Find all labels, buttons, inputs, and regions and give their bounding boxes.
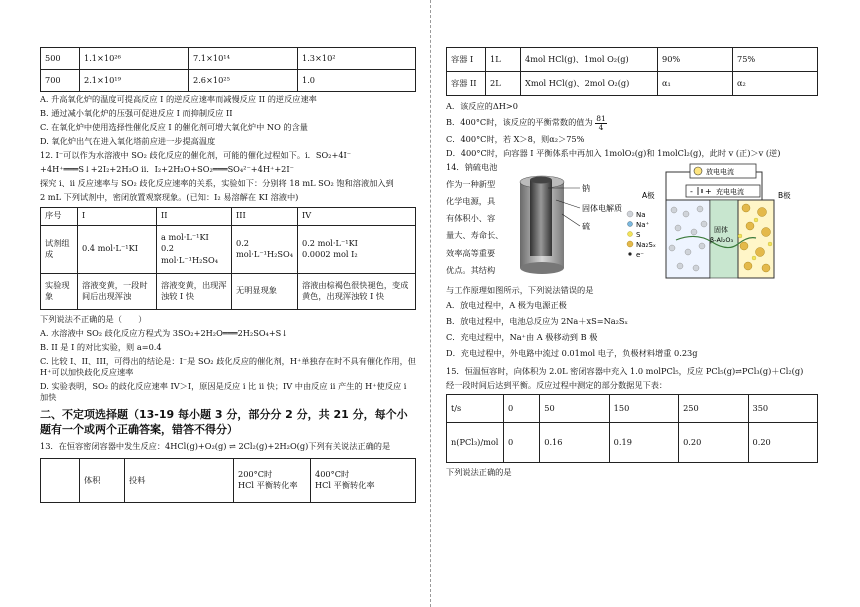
table-cell: n(PCl₃)/mol xyxy=(447,422,504,462)
q13-option-b xyxy=(446,115,818,131)
q12-line: 12. I⁻可以作为水溶液中 SO₂ 歧化反应的催化剂，可能的催化过程如下。i．SO₂+4I⁻ xyxy=(40,150,352,161)
battery-diagram xyxy=(512,168,622,280)
table-cell: 0.2 mol·L⁻¹KI 0.0002 mol I₂ xyxy=(297,225,415,273)
table-row xyxy=(447,48,818,72)
table-row xyxy=(41,273,416,309)
table-cell: 0.2 mol·L⁻¹H₂SO₄ xyxy=(232,225,298,273)
table-cell: 7.1×10¹⁴ xyxy=(189,48,298,70)
q12-line: 探究 i、ii 反应速率与 SO₂ 歧化反应速率的关系，实验如下：分别将 18 mL SO₂ 饱和溶液加入到 xyxy=(40,178,394,189)
q12-line: +4H⁺═══S↓+2I₂+2H₂O ii．I₂+2H₂O+SO₂═══SO₄²⁻+4H⁺+2I⁻ xyxy=(40,164,294,175)
numerator: 81 xyxy=(596,115,606,124)
table-row xyxy=(41,48,416,70)
legend-na2sx-icon xyxy=(627,241,633,247)
table-cell: a mol·L⁻¹KI 0.2 mol·L⁻¹H₂SO₄ xyxy=(157,225,232,273)
q11-options xyxy=(40,94,416,147)
table-cell: α₂ xyxy=(733,72,818,96)
label-sodium: 钠 xyxy=(582,184,590,194)
q14-line: 作为一种新型 xyxy=(446,179,496,190)
q14-line: 优点。其结构 xyxy=(446,264,496,275)
table-header: 投料 xyxy=(125,458,234,502)
option-b: B. II 是 I 的对比实验，则 a=0.4 xyxy=(40,341,162,352)
option-d: D. 氧化炉出气在进入氧化塔前应进一步提高温度 xyxy=(40,136,216,147)
legend-na: Na xyxy=(636,211,646,220)
table-header: 350 xyxy=(748,394,817,422)
battery-core xyxy=(530,180,552,256)
table-header: 400°C时 HCl 平衡转化率 xyxy=(311,458,416,502)
table-cell: 0.19 xyxy=(609,422,678,462)
table-cell: 90% xyxy=(658,48,733,72)
table-cell: α₁ xyxy=(658,72,733,96)
q14-line: 化学电源，具 xyxy=(446,196,496,207)
q14-line: 量大、寿命长、 xyxy=(446,230,504,241)
table-header: III xyxy=(232,207,298,225)
table-row xyxy=(447,394,818,422)
q13-stem: 13．在恒容密闭容器中发生反应：4HCl(g)+O₂(g) ⇌ 2Cl₂(g)+2H₂O(g)下列有关说法正确的是 xyxy=(40,440,391,451)
battery-core-top xyxy=(530,177,552,184)
q14-line: 14．钠硫电池 xyxy=(446,162,498,173)
table-cell: 容器 I xyxy=(447,48,486,72)
label-beta-alumina: β-Al₂O₃ xyxy=(710,236,734,245)
battery-bottom xyxy=(520,262,564,274)
cell-principle-diagram xyxy=(626,162,818,282)
legend xyxy=(627,211,656,259)
q14-option-b: B．放电过程中，电池总反应为 2Na＋xS=Na₂Sₓ xyxy=(446,316,628,327)
table-row xyxy=(41,225,416,273)
equilibrium-constant-table xyxy=(40,47,416,92)
q14-ask: 与工作原理如图所示，下列说法错误的是 xyxy=(446,285,594,296)
table-cell: 2.1×10¹⁹ xyxy=(80,70,189,92)
table-row xyxy=(447,422,818,462)
q15-ask: 下列说法正确的是 xyxy=(446,466,512,477)
table-header: 200°C时 HCl 平衡转化率 xyxy=(234,458,311,502)
table-cell: Xmol HCl(g)、2mol O₂(g) xyxy=(521,72,658,96)
fraction xyxy=(595,115,607,131)
q14-line: 有体积小、容 xyxy=(446,213,496,224)
table-cell: 溶液变黄，出现浑浊较 I 快 xyxy=(157,273,232,309)
table-header: t/s xyxy=(447,394,504,422)
q13-option-a: A．该反应的ΔH>0 xyxy=(446,101,518,111)
label-discharge: 放电电流 xyxy=(706,168,734,177)
q13-table-rows xyxy=(446,47,818,96)
lamp-icon xyxy=(694,167,702,175)
table-cell: 2L xyxy=(486,72,521,96)
legend-s: S xyxy=(636,231,641,240)
legend-electron-icon xyxy=(628,253,631,256)
q15-stem: 经一段时间后达到平衡。反应过程中测定的部分数据见下表： xyxy=(446,379,668,390)
table-header: 序号 xyxy=(41,207,78,225)
table-cell: 0 xyxy=(504,422,540,462)
table-cell: 实验现象 xyxy=(41,273,78,309)
q14-option-c: C．充电过程中，Na⁺由 A 极移动到 B 极 xyxy=(446,332,598,343)
table-cell: 75% xyxy=(733,48,818,72)
table-row xyxy=(41,458,416,502)
table-cell: 4mol HCl(g)、1mol O₂(g) xyxy=(521,48,658,72)
table-cell: 700 xyxy=(41,70,80,92)
legend-na-icon xyxy=(627,211,633,217)
table-cell: 溶液变黄，一段时间后出现浑浊 xyxy=(78,273,157,309)
left-column xyxy=(40,0,416,503)
table-cell: 1.0 xyxy=(298,70,416,92)
label-b-electrode: B极 xyxy=(778,191,791,201)
q13-table-header xyxy=(40,458,416,503)
option-b-text: B．400°C时，该反应的平衡常数的值为 xyxy=(446,117,593,128)
option-a: A. 升高氧化炉的温度可提高反应 I 的逆反应速率而减慢反应 II 的逆反应速率 xyxy=(40,94,317,104)
legend-electron: e⁻ xyxy=(636,251,645,260)
q12-stem xyxy=(40,150,416,203)
q15-data-table xyxy=(446,394,818,463)
option-a: A. 水溶液中 SO₂ 歧化反应方程式为 3SO₂+2H₂O═══2H₂SO₄+S↓ xyxy=(40,327,289,338)
q12-ask: 下列说法不正确的是（ ） xyxy=(40,313,147,324)
table-cell: 1.3×10² xyxy=(298,48,416,70)
q14-line: 效率高等重要 xyxy=(446,247,496,258)
option-c: C. 比较 I、II、III，可得出的结论是：I⁻是 SO₂ 歧化反应的催化剂，H⁺单独存在时不具有催化作用，但 H⁺可以加快歧化反应速率 xyxy=(40,355,416,377)
leader-line xyxy=(562,214,580,226)
table-cell: 容器 II xyxy=(447,72,486,96)
table-row xyxy=(447,72,818,96)
label-electrolyte: 固体电解质 xyxy=(582,204,622,214)
table-header: IV xyxy=(297,207,415,225)
table-cell: 1.1×10²⁶ xyxy=(80,48,189,70)
section-heading: 二、不定项选择题（13-19 每小题 3 分，部分分 2 分，共 21 分，每个小题有一个或两个正确答案，错答不得分） xyxy=(40,407,408,437)
q14-figure-area xyxy=(446,162,818,284)
denominator: 4 xyxy=(598,122,604,132)
label-plus: + xyxy=(705,187,712,197)
table-header: 150 xyxy=(609,394,678,422)
table-header: I xyxy=(78,207,157,225)
column-divider xyxy=(430,0,431,607)
right-column xyxy=(446,0,818,481)
table-cell: 试剂组成 xyxy=(41,225,78,273)
table-cell: 2.6×10²⁵ xyxy=(189,70,298,92)
option-c: C. 在氧化炉中使用选择性催化反应 I 的催化剂可增大氧化炉中 NO 的含量 xyxy=(40,122,308,133)
legend-na2sx: Na₂Sₓ xyxy=(636,241,656,250)
table-cell xyxy=(41,458,80,502)
label-minus: - xyxy=(690,187,693,197)
option-d: D. 实验表明，SO₂ 的歧化反应速率 IV＞I，原因是反应 i 比 ii 快；IV 中由反应 ii 产生的 H⁺使反应 i 加快 xyxy=(40,380,407,402)
table-header: 体积 xyxy=(80,458,125,502)
label-a-electrode: A极 xyxy=(642,191,655,201)
option-b: B. 通过减小氧化炉的压强可促进反应 I 而抑制反应 II xyxy=(40,108,233,119)
label-solid: 固体 xyxy=(714,226,728,235)
label-sulfur: 硫 xyxy=(582,222,590,232)
q12-experiment-table xyxy=(40,207,416,310)
q13-option-c: C．400°C时，若 X＞8，则α₂＞75% xyxy=(446,134,585,145)
table-cell: 0.4 mol·L⁻¹KI xyxy=(78,225,157,273)
table-cell: 无明显现象 xyxy=(232,273,298,309)
table-row xyxy=(41,207,416,225)
q12-line: 2 mL 下列试剂中，密闭放置观察现象。(已知：I₂ 易溶解在 KI 溶液中) xyxy=(40,192,299,203)
legend-na-ion-icon xyxy=(628,222,633,227)
table-cell: 0.20 xyxy=(679,422,748,462)
label-charge: 充电电流 xyxy=(716,188,744,197)
q14-option-d: D．充电过程中，外电路中流过 0.01mol 电子，负极材料增重 0.23g xyxy=(446,348,698,359)
table-cell: 500 xyxy=(41,48,80,70)
table-cell: 1L xyxy=(486,48,521,72)
q14-option-a: A．放电过程中，A 极为电源正极 xyxy=(446,300,567,311)
table-row xyxy=(41,70,416,92)
table-header: 50 xyxy=(540,394,609,422)
table-cell: 0.20 xyxy=(748,422,817,462)
legend-na-ion: Na⁺ xyxy=(636,221,650,230)
q14-stem xyxy=(446,162,512,281)
table-header: II xyxy=(157,207,232,225)
legend-s-icon xyxy=(628,232,633,237)
q13-option-d: D．400°C时，向容器 I 平衡体系中再加入 1molO₂(g)和 1molCl₂(g)，此时 v (正)＞v (逆) xyxy=(446,148,781,159)
table-header: 0 xyxy=(504,394,540,422)
table-cell: 0.16 xyxy=(540,422,609,462)
table-header: 250 xyxy=(679,394,748,422)
q15-stem: 15．恒温恒容时，向体积为 2.0L 密闭容器中充入 1.0 molPCl₅，反应 PCl₅(g)⇌PCl₃(g)＋Cl₂(g) xyxy=(446,365,804,376)
table-cell: 溶液由棕褐色很快褪色，变成黄色，出现浑浊较 I 快 xyxy=(297,273,415,309)
